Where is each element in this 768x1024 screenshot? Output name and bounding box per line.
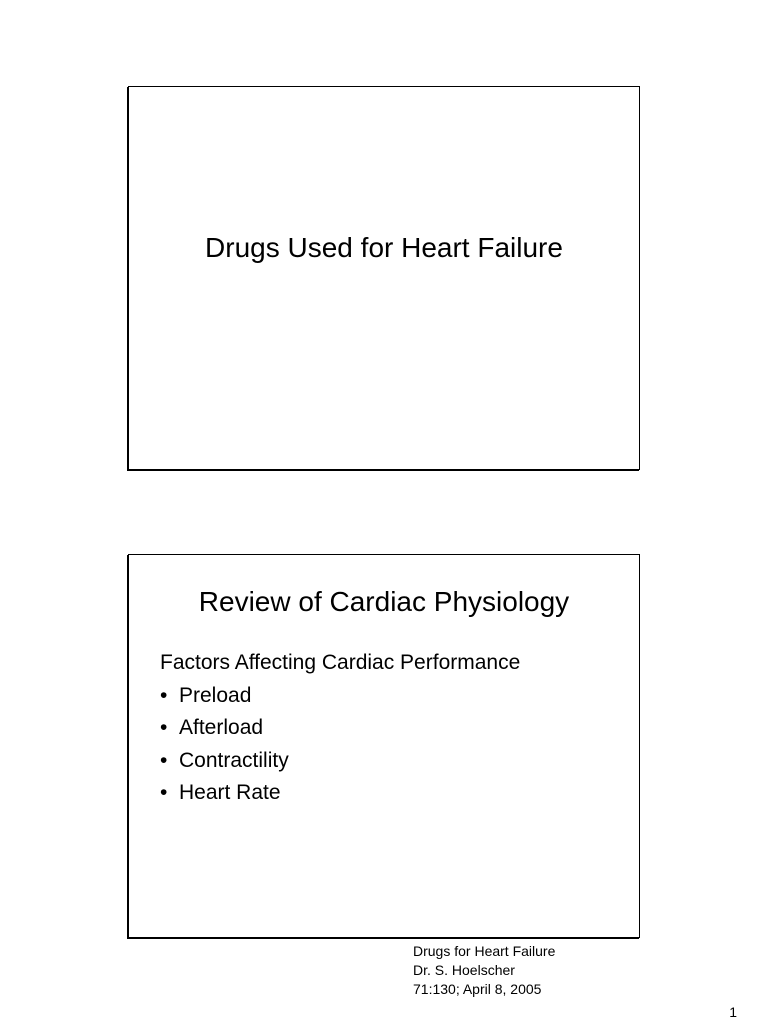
bullet-text: Heart Rate — [179, 781, 281, 804]
bullet-item — [160, 680, 520, 713]
slide-2-intro: Factors Affecting Cardiac Performance — [160, 651, 521, 674]
slide-2-title: Review of Cardiac Physiology — [198, 586, 570, 617]
footer-author: Dr. S. Hoelscher — [413, 962, 515, 978]
slide-2-body — [160, 647, 520, 810]
bullet-item — [160, 745, 520, 778]
page-number: 1 — [729, 1004, 737, 1020]
slide-1 — [128, 86, 640, 470]
bullet-icon: • — [160, 781, 168, 804]
slide-1-title: Drugs Used for Heart Failure — [205, 232, 563, 263]
bullet-item — [160, 712, 520, 745]
page-footer — [413, 942, 555, 999]
bullet-list — [160, 680, 520, 810]
footer-course-title: Drugs for Heart Failure — [413, 943, 556, 959]
bullet-text: Contractility — [179, 748, 289, 772]
bullet-text: Preload — [179, 683, 252, 707]
bullet-text: Afterload — [179, 716, 264, 739]
bullet-icon: • — [160, 748, 168, 772]
bullet-icon: • — [160, 716, 168, 739]
bullet-icon: • — [160, 683, 168, 707]
footer-course-date: 71:130; April 8, 2005 — [413, 981, 542, 997]
slide-2 — [128, 554, 640, 938]
bullet-item — [160, 777, 520, 810]
